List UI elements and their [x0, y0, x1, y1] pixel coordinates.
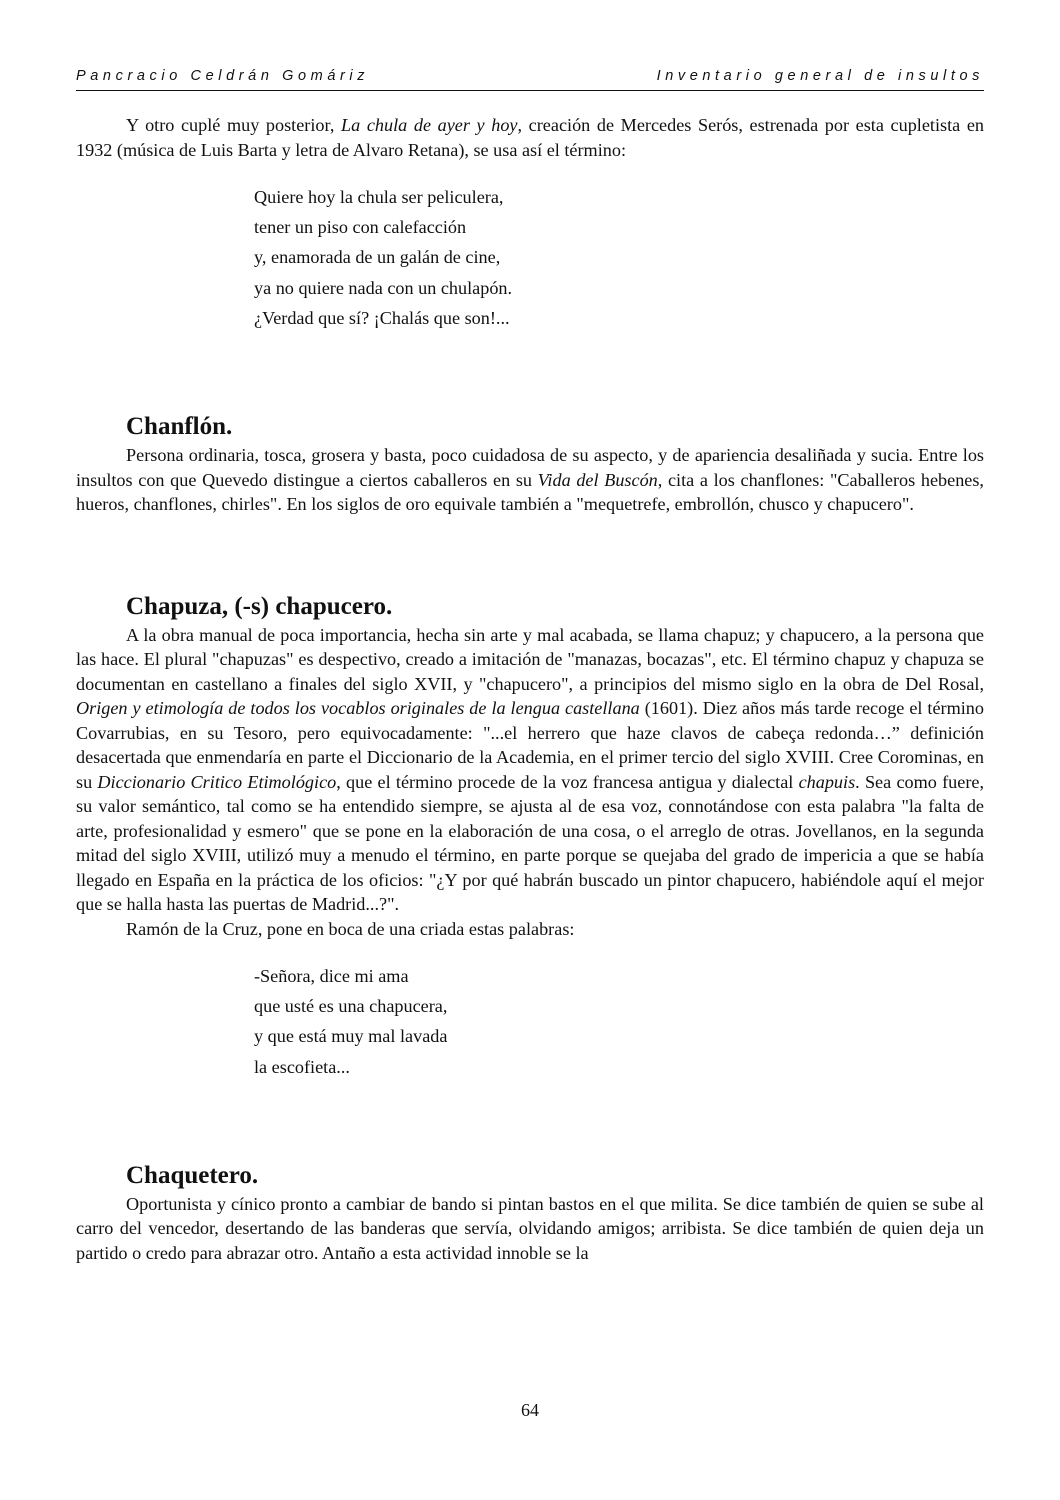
entry-body-chanflon: [76, 443, 984, 517]
chapuza-text-d: . Sea como fuere, su valor semántico, tal como se ha entendido siempre, se ajusta al de esa voz, connotándose con esta palabra "la falta de arte, profesionalidad y esmero" que se pone en la elaboración de una cosa, o el arreglo de otras. Jovellanos, en la segunda mitad del siglo XVIII, utilizó muy a menudo el término, en parte porque se quejaba del grado de impericia a que se había llegado en España en la práctica de los oficios: "¿Y por qué habrán buscado un pintor chapucero, habiéndole aquí el mejor que se halla hasta las puertas de Madrid...?".: [76, 771, 984, 915]
chanflon-work-title: Vida del Buscón: [537, 469, 658, 490]
chanflon-text-b: , cita a los chanflones: "Caballeros hebenes, hueros, chanflones, chirles". En los siglos de oro equivale también a "mequetrefe, embrollón, chusco y chapucero".: [76, 469, 984, 515]
verse-line: tener un piso con calefacción: [254, 217, 467, 238]
verse-line: que usté es una chapucera,: [254, 996, 448, 1017]
chapuza-word: chapuis: [798, 771, 856, 792]
entry-body-chaquetero: Oportunista y cínico pronto a cambiar de bando si pintan bastos en el que milita. Se dice también de quien se sube al carro del vencedor, desertando de las banderas que servía, olvidando amigos; arribista. Se dice también de quien deja un partido o credo para abrazar otro. Antaño a esta actividad innoble se la: [76, 1193, 984, 1263]
chapuza-work-title-b: Diccionario Critico Etimológico: [97, 771, 337, 792]
verse-line: ¿Verdad que sí? ¡Chalás que son!...: [254, 307, 510, 328]
verse-line: -Señora, dice mi ama: [254, 966, 409, 987]
verse-line: la escofieta...: [254, 1056, 350, 1077]
header-author: Pancracio Celdrán Gomáriz: [76, 68, 370, 84]
chapuza-text-c: , que el término procede de la voz francesa antigua y dialectal: [336, 771, 799, 792]
intro-paragraph: [76, 113, 984, 162]
entry-heading-chaquetero: Chaquetero.: [126, 1161, 259, 1189]
running-header: [76, 66, 984, 91]
header-book-title: Inventario general de insultos: [656, 68, 984, 84]
chapuza-intro-quote: Ramón de la Cruz, pone en boca de una criada estas palabras:: [126, 918, 575, 939]
intro-text-a: Y otro cuplé muy posterior,: [126, 115, 342, 135]
page-body: [76, 113, 984, 1265]
song-title: La chula de ayer y hoy: [341, 115, 518, 135]
chapuza-work-title-a: Origen y etimología de todos los vocablos originales de la lengua castellana: [76, 698, 640, 719]
entry-heading-chapuza: Chapuza, (-s) chapucero.: [126, 592, 393, 620]
page-number: 64: [521, 1400, 539, 1420]
chanflon-text-a: Persona ordinaria, tosca, grosera y basta, poco cuidadosa de su aspecto, y de apariencia desaliñada y sucia. Entre los insultos con que Quevedo distingue a ciertos caballeros en su: [76, 445, 984, 490]
verse-line: Quiere hoy la chula ser peliculera,: [254, 187, 504, 207]
entry-heading-chanflon: Chanflón.: [126, 413, 233, 441]
verse-quote-1: [254, 182, 984, 333]
verse-quote-2: [254, 961, 984, 1082]
verse-line: ya no quiere nada con un chulapón.: [254, 277, 513, 298]
chapuza-text-b: (1601). Diez años más tarde recoge el término Covarrubias, en su Tesoro, pero equivocadamente: "...el herrero que haze clavos de cabeça redonda…” definición desacertada que enmendaría en parte el Diccionario de la Academia, en el primer tercio del siglo XVIII. Cree Corominas, en su: [76, 698, 984, 792]
verse-line: y, enamorada de un galán de cine,: [254, 247, 501, 268]
chapuza-text-a: A la obra manual de poca importancia, hecha sin arte y mal acabada, se llama chapuz; y chapucero, a la persona que las hace. El plural "chapuzas" es despectivo, creado a imitación de "manazas, bocazas", etc. El término chapuz y chapuza se documentan en castellano a finales del siglo XVII, y "chapucero", a principios del mismo siglo en la obra de Del Rosal,: [76, 624, 984, 694]
intro-text-b: , creación de Mercedes Serós, estrenada por esta cupletista en 1932 (música de Luis Barta y letra de Alvaro Retana), se usa así el término:: [76, 115, 985, 160]
verse-line: y que está muy mal lavada: [254, 1026, 448, 1047]
entry-body-chapuza: [76, 623, 984, 917]
